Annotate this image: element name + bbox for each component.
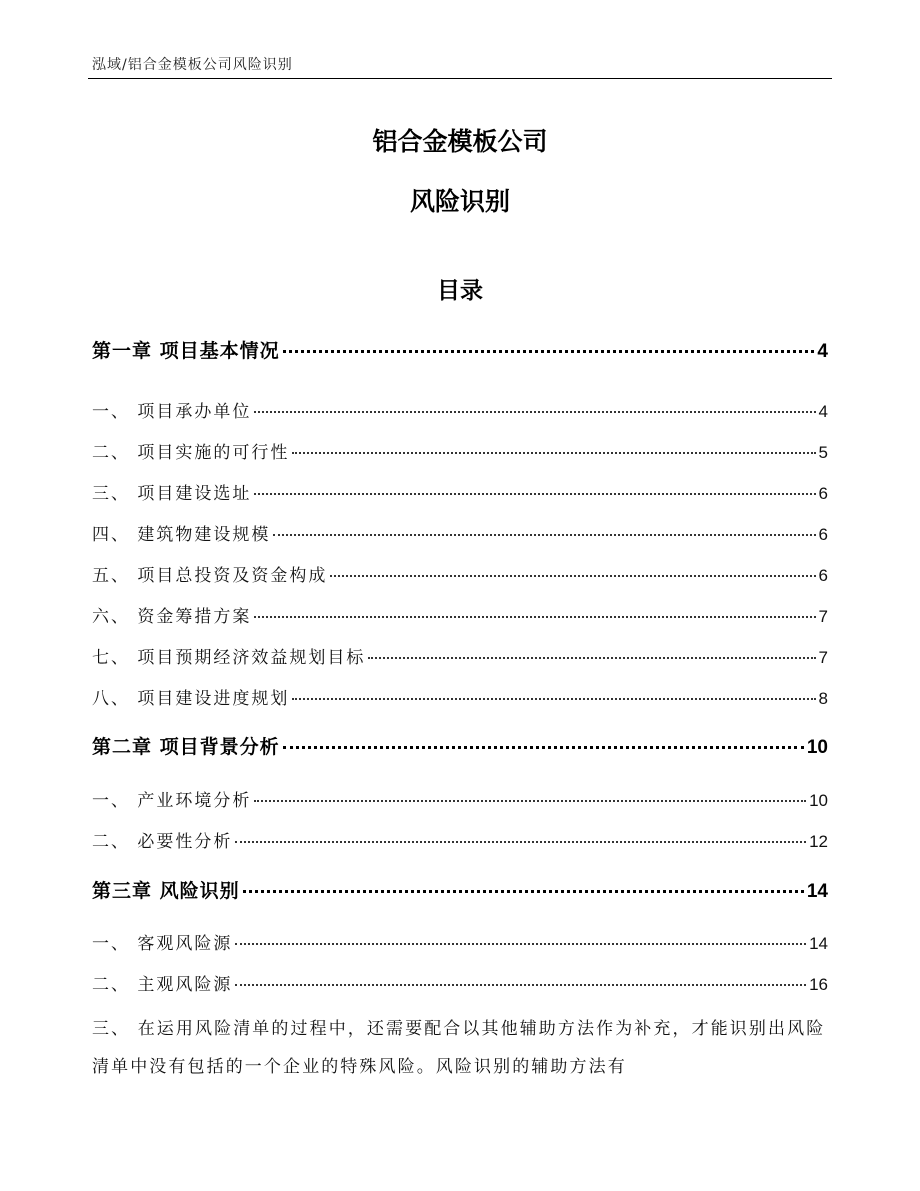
toc-entry-label: 三、 项目建设选址 (92, 484, 252, 504)
toc-entry-label: 二、 项目实施的可行性 (92, 443, 290, 463)
toc-entry-page: 4 (818, 402, 828, 421)
toc-entry-label: 第一章 项目基本情况 (92, 340, 280, 362)
toc-heading: 目录 (437, 278, 483, 304)
toc-dot-leader (283, 350, 815, 353)
toc-entry-label: 一、 项目承办单位 (92, 402, 252, 422)
toc-entry-chapter-2[interactable] (92, 732, 828, 759)
toc-entry-label: 五、 项目总投资及资金构成 (92, 566, 328, 586)
toc-dot-leader (292, 698, 815, 700)
toc-entry-page: 14 (806, 881, 828, 902)
toc-dot-leader (235, 841, 806, 843)
toc-entry-section[interactable] (92, 684, 828, 709)
toc-entry-page: 7 (818, 607, 828, 626)
document-subtitle: 风险识别 (409, 187, 510, 216)
toc-entry-section[interactable] (92, 970, 828, 995)
toc-dot-leader (330, 575, 815, 577)
toc-entry-page: 10 (809, 791, 828, 810)
toc-entry-page: 4 (817, 341, 828, 362)
toc-entry-section[interactable] (92, 479, 828, 504)
toc-entry-page: 14 (809, 934, 828, 953)
toc-entry-page: 6 (818, 484, 828, 503)
toc-entry-label: 二、 主观风险源 (92, 975, 233, 995)
toc-entry-label: 六、 资金筹措方案 (92, 607, 252, 627)
toc-dot-leader (235, 984, 806, 986)
toc-entry-label: 第二章 项目背景分析 (92, 736, 280, 758)
toc-dot-leader (254, 411, 815, 413)
toc-dot-leader (273, 534, 815, 536)
toc-entry-section[interactable] (92, 438, 828, 463)
running-header: 泓域/铝合金模板公司风险识别 (92, 57, 293, 73)
toc-dot-leader (292, 452, 815, 454)
toc-dot-leader (254, 800, 806, 802)
toc-entry-page: 6 (818, 566, 828, 585)
toc-dot-leader (368, 657, 815, 659)
toc-entry-page: 6 (818, 525, 828, 544)
toc-entry-section[interactable] (92, 827, 828, 852)
toc-entry-label: 八、 项目建设进度规划 (92, 689, 290, 709)
toc-dot-leader (243, 890, 804, 893)
toc-dot-leader (254, 616, 815, 618)
toc-dot-leader (235, 943, 806, 945)
body-paragraph: 三、 在运用风险清单的过程中，还需要配合以其他辅助方法作为补充，才能识别出风险清单中没有包括的一个企业的特殊风险。风险识别的辅助方法有 (92, 1019, 826, 1077)
toc-entry-page: 7 (818, 648, 828, 667)
toc-entry-section[interactable] (92, 643, 828, 668)
toc-entry-section[interactable] (92, 929, 828, 954)
toc-entry-chapter-1[interactable] (92, 336, 828, 363)
toc-entry-section[interactable] (92, 520, 828, 545)
toc-entry-page: 8 (818, 689, 828, 708)
toc-entry-label: 四、 建筑物建设规模 (92, 525, 271, 545)
toc-dot-leader (254, 493, 815, 495)
toc-entry-section[interactable] (92, 397, 828, 422)
toc-entry-label: 一、 客观风险源 (92, 934, 233, 954)
toc-entry-section[interactable] (92, 602, 828, 627)
toc-entry-chapter-3[interactable] (92, 876, 828, 903)
toc-entry-page: 10 (806, 737, 828, 758)
toc-entry-label: 七、 项目预期经济效益规划目标 (92, 648, 366, 668)
toc-entry-page: 5 (818, 443, 828, 462)
toc-entry-label: 第三章 风险识别 (92, 880, 240, 902)
document-title: 铝合金模板公司 (372, 127, 548, 156)
toc-entry-section[interactable] (92, 561, 828, 586)
toc-dot-leader (283, 746, 804, 749)
toc-entry-label: 一、 产业环境分析 (92, 791, 252, 811)
toc-entry-page: 12 (809, 832, 828, 851)
toc-entry-label: 二、 必要性分析 (92, 832, 233, 852)
toc-entry-page: 16 (809, 975, 828, 994)
toc-entry-section[interactable] (92, 786, 828, 811)
